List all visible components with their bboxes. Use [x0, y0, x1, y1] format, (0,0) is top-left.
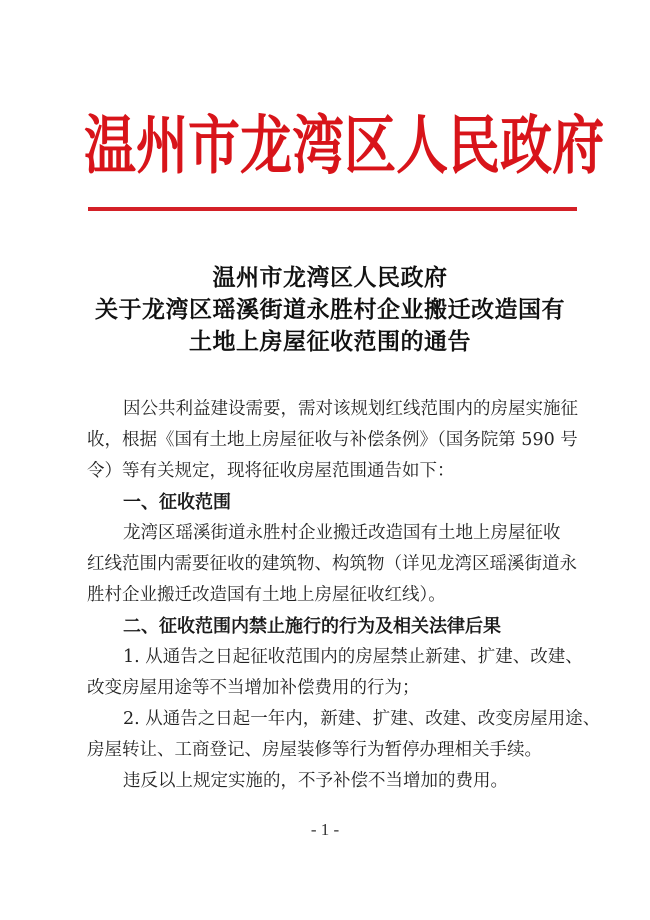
intro-line: 令）等有关规定，现将征收房屋范围通告如下： — [87, 461, 455, 481]
masthead-char: 温 — [84, 109, 137, 184]
masthead-char: 民 — [448, 109, 501, 184]
intro-line: 收，根据《国有土地上房屋征收与补偿条例》（国务院第 590 号 — [87, 430, 578, 450]
notice-title-line: 温州市龙湾区人民政府 — [212, 264, 448, 291]
masthead-divider — [88, 207, 577, 211]
masthead-char: 政 — [500, 109, 553, 184]
section2-item1-line: 1. 从通告之日起征收范围内的房屋禁止新建、扩建、改建、 — [123, 647, 583, 667]
section1-line: 龙湾区瑶溪街道永胜村企业搬迁改造国有土地上房屋征收 — [123, 523, 561, 543]
masthead-char: 区 — [344, 109, 397, 184]
section1-line: 胜村企业搬迁改造国有土地上房屋征收红线）。 — [87, 585, 446, 605]
notice-title-line: 关于龙湾区瑶溪街道永胜村企业搬迁改造国有 — [95, 296, 565, 323]
masthead-char: 龙 — [240, 109, 293, 184]
section1-line: 红线范围内需要征收的建筑物、构筑物（详见龙湾区瑶溪街道永 — [87, 554, 577, 574]
notice-title — [60, 262, 600, 358]
masthead-char: 市 — [188, 109, 241, 184]
masthead-char: 府 — [552, 109, 605, 184]
notice-title-line: 土地上房屋征收范围的通告 — [189, 328, 471, 355]
issuer-masthead — [84, 109, 605, 184]
masthead-char: 州 — [136, 109, 189, 184]
section2-item1-line: 改变房屋用途等不当增加补偿费用的行为； — [87, 678, 420, 698]
page-number: - 1 - — [310, 820, 340, 839]
notice-body — [87, 394, 601, 797]
section2-closing: 违反以上规定实施的，不予补偿不当增加的费用。 — [123, 771, 508, 791]
intro-line: 因公共利益建设需要，需对该规划红线范围内的房屋实施征 — [123, 399, 578, 419]
section-heading-prohibited: 二、征收范围内禁止施行的行为及相关法律后果 — [123, 616, 501, 637]
section-heading-scope: 一、征收范围 — [123, 492, 231, 513]
section2-item2-line: 房屋转让、工商登记、房屋装修等行为暂停办理相关手续。 — [87, 740, 542, 760]
section2-item2-line: 2. 从通告之日起一年内，新建、扩建、改建、改变房屋用途、 — [123, 709, 601, 729]
masthead-char: 湾 — [292, 109, 345, 184]
masthead-char: 人 — [396, 109, 449, 184]
